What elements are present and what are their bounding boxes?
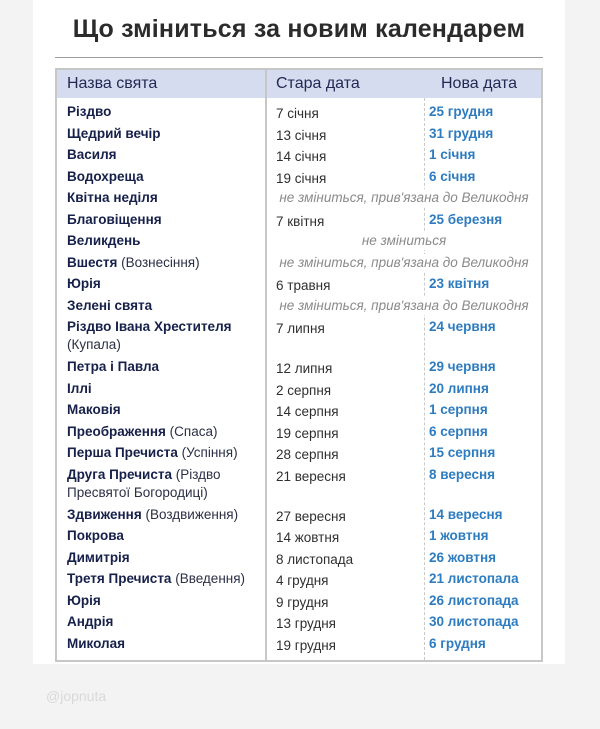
watermark: @jopnuta — [46, 688, 107, 704]
column-header-name: Назва свята — [67, 75, 158, 92]
holiday-name-text: Квітна неділя — [67, 190, 158, 205]
table-row — [57, 318, 541, 358]
column-header-old-date: Стара дата — [276, 75, 360, 92]
old-date: 7 січня — [276, 106, 319, 121]
holiday-name-text: Миколая — [67, 635, 125, 651]
holiday-name-text: Преображення — [67, 423, 166, 439]
holiday-alt-name: (Введення) — [175, 571, 246, 586]
title-divider — [55, 57, 543, 58]
old-date: 7 квітня — [276, 213, 325, 229]
old-date: 2 серпня — [276, 382, 332, 398]
table-row — [57, 444, 541, 466]
table-row — [57, 592, 541, 614]
holiday-name — [67, 613, 263, 631]
new-date: 6 січня — [429, 168, 476, 184]
old-date: 14 серпня — [276, 404, 339, 419]
table-row — [57, 570, 541, 592]
holiday-name-text: Юрія — [67, 276, 101, 291]
table-row — [57, 401, 541, 423]
holiday-name-text: Третя Пречиста — [67, 571, 172, 586]
holiday-name-text: Різдво Івана Хрестителя — [67, 319, 232, 334]
new-date: 21 листопала — [429, 571, 519, 586]
holiday-name-text: Великдень — [67, 233, 141, 248]
holiday-name-text: Вшестя — [67, 254, 118, 270]
new-date: 1 серпня — [429, 402, 488, 417]
new-date: 6 грудня — [429, 635, 486, 651]
new-date: 25 березня — [429, 211, 503, 227]
holiday-name-text: Андрія — [67, 614, 114, 629]
new-date: 29 червня — [429, 359, 496, 374]
table-row — [57, 297, 541, 319]
holiday-name — [67, 232, 263, 250]
old-date: 21 вересня — [276, 468, 346, 484]
table-row — [57, 613, 541, 635]
holiday-name — [67, 146, 263, 164]
old-date: 4 грудня — [276, 573, 329, 588]
old-date: 9 грудня — [276, 594, 329, 610]
old-date: 8 листопада — [276, 551, 354, 567]
unchanged-note: не зміниться, прив'язана до Великодня — [267, 189, 541, 207]
table-row — [57, 146, 541, 168]
new-date: 25 грудня — [429, 104, 494, 119]
holiday-name-text: Димитрія — [67, 549, 130, 565]
old-date: 19 серпня — [276, 425, 339, 441]
holiday-name-text: Благовіщення — [67, 211, 162, 227]
holiday-name — [67, 318, 263, 354]
table-row — [57, 211, 541, 233]
holiday-name-text: Петра і Павла — [67, 359, 160, 374]
holiday-name-text: Маковія — [67, 402, 121, 417]
holiday-name — [67, 570, 263, 588]
holiday-name — [67, 358, 263, 376]
new-date: 26 листопада — [429, 592, 519, 608]
holiday-name-text: Зелені свята — [67, 297, 153, 313]
holiday-name — [67, 189, 263, 207]
table-row — [57, 506, 541, 528]
holiday-name-text: Здвиження — [67, 506, 142, 522]
new-date: 23 квітня — [429, 276, 490, 291]
table-row — [57, 103, 541, 125]
old-date: 19 грудня — [276, 637, 336, 653]
holiday-alt-name: (Вознесіння) — [121, 254, 200, 270]
holiday-alt-name: (Різдво Пресвятої Богородиці) — [67, 466, 221, 500]
unchanged-note: не зміниться, прив'язана до Великодня — [267, 254, 541, 272]
table-row — [57, 423, 541, 445]
table-row — [57, 527, 541, 549]
holidays-table — [55, 68, 543, 662]
old-date: 14 жовтня — [276, 530, 340, 545]
new-date: 30 листопада — [429, 614, 519, 629]
old-date: 27 вересня — [276, 508, 346, 524]
holiday-name-text: Покрова — [67, 528, 124, 543]
holiday-name — [67, 549, 263, 567]
old-date: 19 січня — [276, 170, 327, 186]
new-date: 6 серпня — [429, 423, 488, 439]
new-date: 15 серпня — [429, 445, 496, 460]
old-date: 28 серпня — [276, 447, 339, 462]
holiday-name — [67, 168, 263, 186]
unchanged-note: не зміниться — [267, 232, 541, 250]
holiday-name-text: Василя — [67, 147, 117, 162]
new-date: 8 вересня — [429, 466, 496, 482]
column-header-new-date: Нова дата — [441, 75, 518, 92]
holiday-name — [67, 211, 263, 229]
holiday-name — [67, 466, 263, 502]
table-row — [57, 125, 541, 147]
holiday-alt-name: (Успіння) — [181, 445, 238, 460]
holiday-name — [67, 444, 263, 462]
holiday-name-text: Перша Пречиста — [67, 445, 178, 460]
holiday-name-text: Різдво — [67, 104, 112, 119]
old-date: 6 травня — [276, 278, 331, 293]
old-date: 13 грудня — [276, 616, 336, 631]
table-row — [57, 635, 541, 657]
old-date: 7 липня — [276, 321, 325, 336]
new-date: 31 грудня — [429, 125, 494, 141]
holiday-name — [67, 103, 263, 121]
table-row — [57, 168, 541, 190]
table-row — [57, 189, 541, 211]
page-title: Що зміниться за новим календарем — [72, 15, 526, 43]
table-row — [57, 380, 541, 402]
holiday-alt-name: (Спаса) — [169, 423, 218, 439]
holiday-name — [67, 423, 263, 441]
new-date: 1 січня — [429, 147, 476, 162]
old-date: 12 липня — [276, 361, 333, 376]
new-date: 14 вересня — [429, 506, 503, 522]
holiday-name — [67, 506, 263, 524]
table-header — [57, 70, 541, 98]
holiday-name — [67, 635, 263, 653]
table-row — [57, 358, 541, 380]
holiday-name — [67, 254, 263, 272]
holiday-name — [67, 527, 263, 545]
holiday-alt-name: (Купала) — [67, 337, 121, 352]
new-date: 20 липня — [429, 380, 489, 396]
calendar-card — [33, 0, 565, 664]
holiday-name — [67, 297, 263, 315]
table-row — [57, 466, 541, 506]
new-date: 24 червня — [429, 319, 496, 334]
holiday-name-text: Щедрий вечір — [67, 125, 161, 141]
new-date: 26 жовтня — [429, 549, 497, 565]
new-date: 1 жовтня — [429, 528, 489, 543]
old-date: 14 січня — [276, 149, 327, 164]
table-body — [57, 103, 541, 656]
holiday-name — [67, 125, 263, 143]
old-date: 13 січня — [276, 127, 327, 143]
holiday-name — [67, 275, 263, 293]
holiday-name — [67, 592, 263, 610]
holiday-name-text: Юрія — [67, 592, 101, 608]
unchanged-note: не зміниться, прив'язана до Великодня — [267, 297, 541, 315]
table-row — [57, 275, 541, 297]
holiday-name-text: Друга Пречиста — [67, 466, 172, 482]
holiday-name-text: Іллі — [67, 380, 92, 396]
table-row — [57, 254, 541, 276]
table-row — [57, 549, 541, 571]
holiday-name-text: Водохреща — [67, 168, 144, 184]
holiday-name — [67, 401, 263, 419]
holiday-alt-name: (Воздвиження) — [145, 506, 239, 522]
table-row — [57, 232, 541, 254]
holiday-name — [67, 380, 263, 398]
